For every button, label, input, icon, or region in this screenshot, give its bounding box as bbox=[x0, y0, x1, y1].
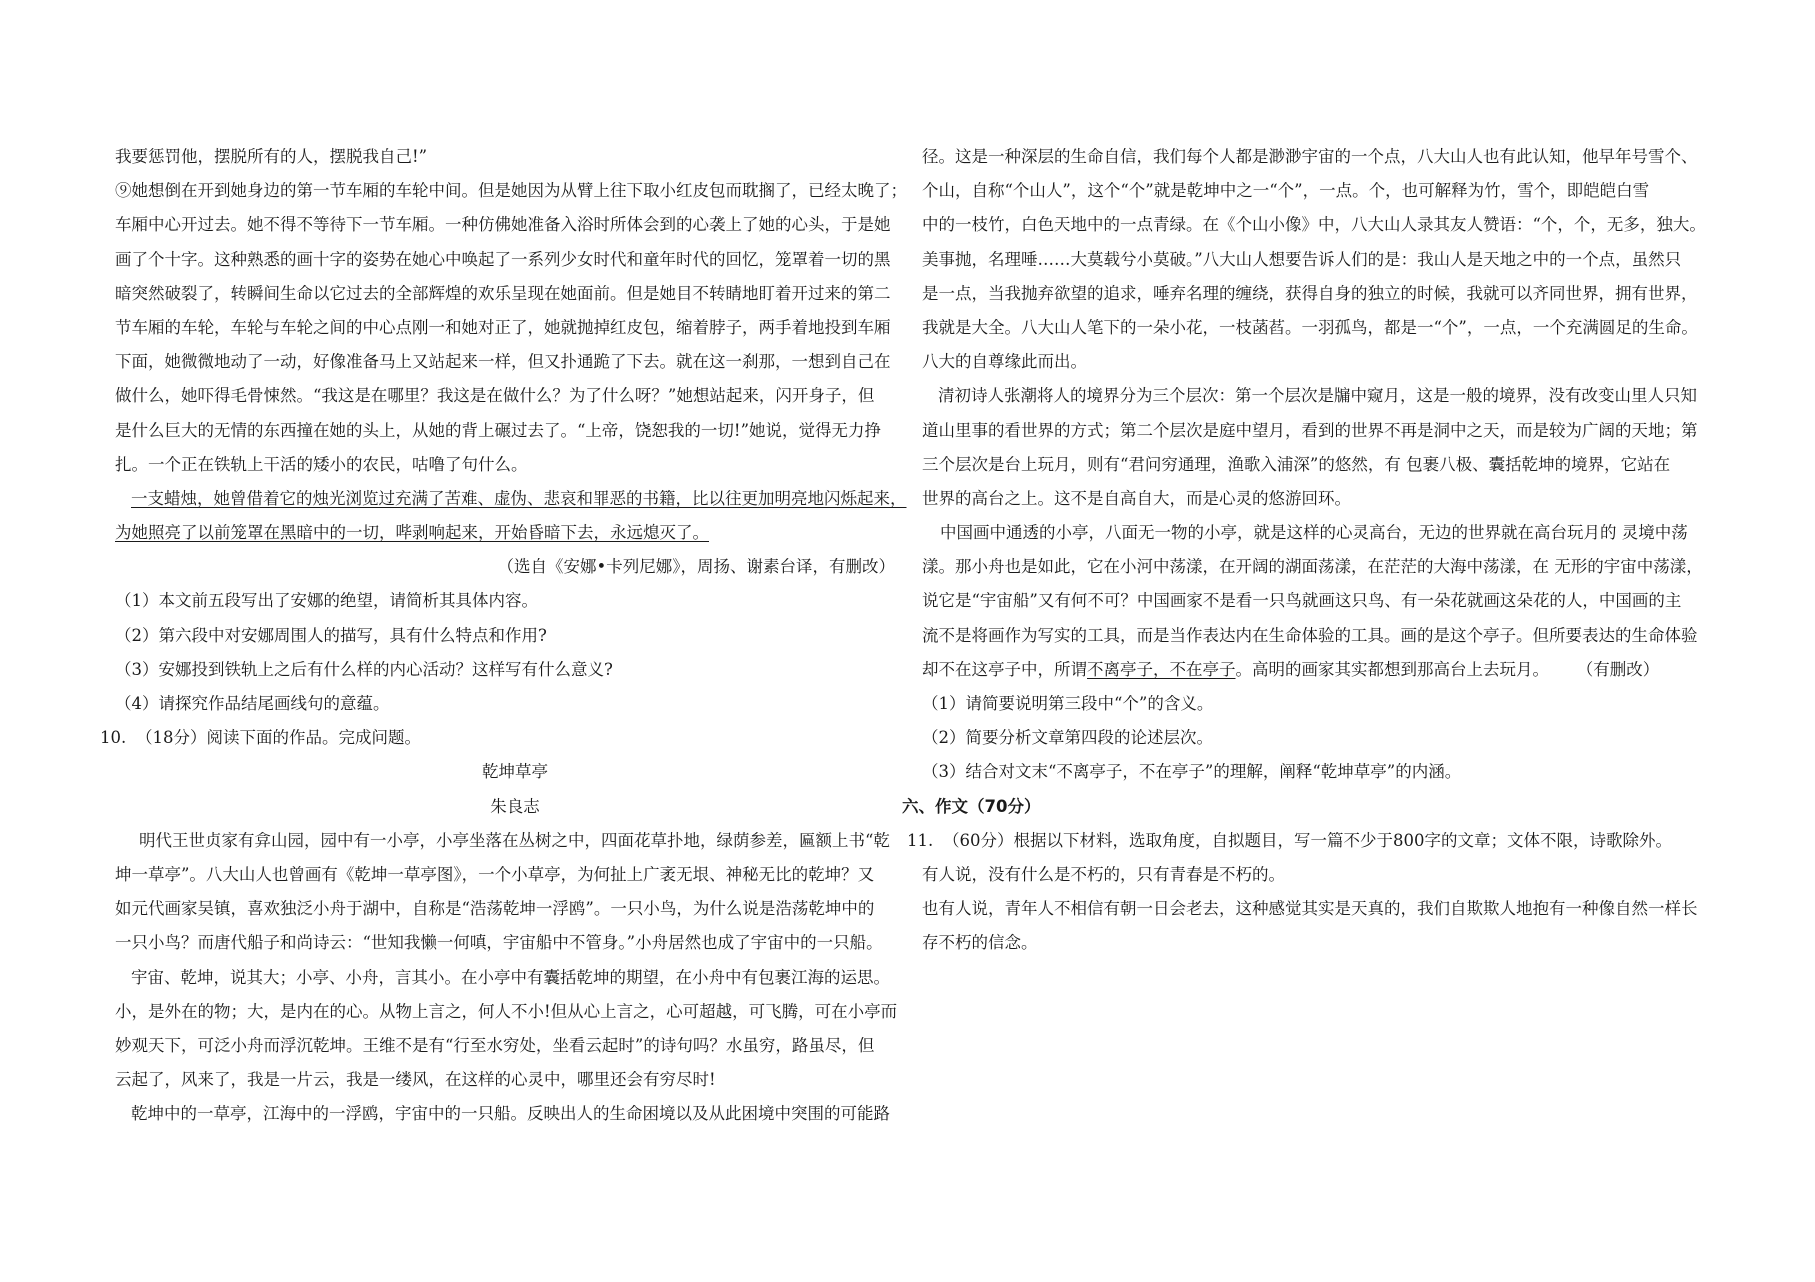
underlined-phrase: 不离亭子，不在亭子 bbox=[1087, 659, 1236, 679]
essay-line: 美事抛，名理唾……大莫载兮小莫破。”八大山人想要告诉人们的是：我山人是天地之中的一个点，虽然只 bbox=[922, 249, 1682, 269]
essay-line: 是一点，当我抛弃欲望的追求，唾弃名理的缠绕，获得自身的独立的时候，我就可以齐同世界，拥有世界， bbox=[922, 283, 1698, 303]
story-line: 我要惩罚他，摆脱所有的人，摆脱我自己!” bbox=[115, 147, 428, 166]
question-9-1: （1）本文前五段写出了安娜的绝望，请简析其具体内容。 bbox=[115, 591, 538, 611]
essay-line: 妙观天下，可泛小舟而浮沉乾坤。王维不是有“行至水穷处，坐看云起时”的诗句吗？水虽穷，路虽尽，但 bbox=[115, 1035, 875, 1055]
essay-line: 道山里事的看世界的方式；第二个层次是庭中望月，看到的世界不再是洞中之天，而是较为广阔的天地；第 bbox=[922, 420, 1698, 440]
section-heading: 六、作文（70分） bbox=[902, 796, 1041, 816]
essay-line: 中的一枝竹，白色天地中的一点青绿。在《个山小像》中，八大山人录其友人赞语：“个，个，无多，独大。 bbox=[922, 215, 1706, 235]
essay-line: 明代王世贞家有弇山园，园中有一小亭，小亭坐落在丛树之中，四面花草扑地，绿荫参差，匾额上书“乾 bbox=[139, 830, 890, 850]
essay-line: 如元代画家吴镇，喜欢独泛小舟于湖中，自称是“浩荡乾坤一浮鸥”。一只小鸟，为什么说是浩荡乾坤中的 bbox=[115, 899, 875, 919]
story-line: 做什么，她吓得毛骨悚然。“我这是在哪里？我这是在做什么？为了什么呀？”她想站起来，闪开身子，但 bbox=[115, 386, 875, 406]
question-9-4: （4）请探究作品结尾画线句的意蕴。 bbox=[115, 694, 390, 713]
essay-line: 漾。那小舟也是如此，它在小河中荡漾，在开阔的湖面荡漾，在茫茫的大海中荡漾，在 无形的宇宙中荡漾， bbox=[922, 557, 1703, 577]
question-9-2: （2）第六段中对安娜周围人的描写，具有什么特点和作用? bbox=[115, 625, 547, 645]
edit-note: （有删改） bbox=[1585, 659, 1660, 679]
question-10-2: （2）简要分析文章第四段的论述层次。 bbox=[922, 728, 1213, 748]
essay-line: 坤一草亭”。八大山人也曾画有《乾坤一草亭图》，一个小草亭，为何扯上广袤无垠、神秘无比的乾坤？又 bbox=[115, 864, 875, 884]
story-line: 画了个十字。这种熟悉的画十字的姿势在她心中唤起了一系列少女时代和童年时代的回忆，笼罩着一切的黑 bbox=[115, 249, 891, 269]
essay-author: 朱良志 bbox=[490, 796, 540, 816]
right-column bbox=[902, 140, 1722, 961]
essay-line: 乾坤中的一草亭，江海中的一浮鸥，宇宙中的一只船。反映出人的生命困境以及从此困境中突围的可能路 bbox=[131, 1104, 890, 1124]
last-line-text: 。高明的画家其实都想到那高台上去玩月。 bbox=[1235, 659, 1549, 679]
story-line: 下面，她微微地动了一动，好像准备马上又站起来一样，但又扑通跪了下去。就在这一刹那，一想到自己在 bbox=[115, 352, 891, 372]
essay-line: 清初诗人张潮将人的境界分为三个层次：第一个层次是牖中窥月，这是一般的境界，没有改变山里人只知 bbox=[938, 386, 1697, 406]
essay-last-line bbox=[922, 653, 1722, 687]
essay-line: 流不是将画作为写实的工具，而是当作表达内在生命体验的工具。画的是这个亭子。但所要表达的生命体验 bbox=[922, 625, 1698, 645]
essay-line: 世界的高台之上。这不是自高自大，而是心灵的悠游回环。 bbox=[922, 488, 1351, 508]
question-text: （18分）阅读下面的作品。完成问题。 bbox=[136, 728, 421, 748]
last-line-text: 却不在这亭子中，所谓 bbox=[922, 659, 1087, 679]
material-line: 也有人说，青年人不相信有朝一日会老去，这种感觉其实是天真的，我们自欺欺人地抱有一种像自然一样长 bbox=[922, 899, 1698, 919]
essay-line: 八大的自尊缘此而出。 bbox=[922, 352, 1087, 372]
material-line: 有人说，没有什么是不朽的，只有青春是不朽的。 bbox=[922, 864, 1285, 884]
left-column bbox=[100, 140, 915, 1131]
essay-line: 中国画中通透的小亭，八面无一物的小亭，就是这样的心灵高台，无边的世界就在高台玩月的 灵境中荡 bbox=[940, 523, 1688, 543]
essay-line: 我就是大全。八大山人笔下的一朵小花，一枝菡萏。一羽孤鸟，都是一“个”，一点，一个充满圆足的生命。 bbox=[922, 317, 1698, 337]
question-10-heading bbox=[100, 721, 915, 755]
story-line: 暗突然破裂了，转瞬间生命以它过去的全部辉煌的欢乐呈现在她面前。但是她目不转睛地盯着开过来的第二 bbox=[115, 283, 891, 303]
question-10-3: （3）结合对文末“不离亭子，不在亭子”的理解，阐释“乾坤草亭”的内涵。 bbox=[922, 762, 1462, 782]
essay-title: 乾坤草亭 bbox=[482, 762, 548, 782]
essay-line: 个山，自称“个山人”，这个“个”就是乾坤中之一“个”，一点。个，也可解释为竹，雪个，即皑皑白雪 bbox=[922, 181, 1650, 201]
essay-line: 小，是外在的物；大，是内在的心。从物上言之，何人不小!但从心上言之，心可超越，可飞腾，可在小亭而 bbox=[115, 1001, 898, 1021]
question-number: 10. bbox=[100, 728, 127, 748]
question-11-heading bbox=[907, 824, 1722, 858]
story-line: 是什么巨大的无情的东西撞在她的头上，从她的背上碾过去了。“上帝，饶恕我的一切!”她说，觉得无力挣 bbox=[115, 420, 882, 440]
essay-line: 云起了，风来了，我是一片云，我是一缕风，在这样的心灵中，哪里还会有穷尽时! bbox=[115, 1070, 716, 1090]
essay-line: 一只小鸟？而唐代船子和尚诗云：“世知我懒一何嗔，宇宙船中不管身。”小舟居然也成了宇宙中的一只船。 bbox=[115, 933, 883, 953]
essay-line: 三个层次是台上玩月，则有“君问穷通理，渔歌入浦深”的悠然，有 包裹八极、囊括乾坤的境界，它站在 bbox=[922, 454, 1671, 474]
question-text: （60分）根据以下材料，选取角度，自拟题目，写一篇不少于800字的文章；文体不限，诗歌除外。 bbox=[943, 830, 1672, 850]
material-line: 存不朽的信念。 bbox=[922, 933, 1038, 953]
story-line: 扎。一个正在铁轨上干活的矮小的农民，咕噜了句什么。 bbox=[115, 454, 528, 474]
question-number: 11. bbox=[907, 830, 934, 850]
underlined-ending-line: 一支蜡烛，她曾借着它的烛光浏览过充满了苦难、虚伪、悲哀和罪恶的书籍，比以往更加明亮地闪烁起来， bbox=[131, 488, 907, 508]
story-paragraph-9: ⑨她想倒在开到她身边的第一节车厢的车轮中间。但是她因为从臂上往下取小红皮包而耽搁了，已经太晚了； bbox=[115, 181, 907, 201]
essay-line: 径。这是一种深层的生命自信，我们每个人都是渺渺宇宙的一个点，八大山人也有此认知，他早年号雪个、 bbox=[922, 147, 1698, 166]
question-9-3: （3）安娜投到铁轨上之后有什么样的内心活动？这样写有什么意义? bbox=[115, 659, 613, 679]
essay-line: 说它是“宇宙船”又有何不可？中国画家不是看一只鸟就画这只鸟、有一朵花就画这朵花的人，中国画的主 bbox=[922, 591, 1682, 611]
question-10-1: （1）请简要说明第三段中“个”的含义。 bbox=[922, 694, 1214, 713]
source-citation: （选自《安娜•卡列尼娜》，周扬、谢素台译，有删改） bbox=[497, 557, 895, 577]
story-line: 节车厢的车轮，车轮与车轮之间的中心点刚一和她对正了，她就抛掉红皮包，缩着脖子，两手着地投到车厢 bbox=[115, 317, 891, 337]
underlined-ending-line: 为她照亮了以前笼罩在黑暗中的一切，哔剥响起来，开始昏暗下去，永远熄灭了。 bbox=[115, 523, 709, 543]
story-line: 车厢中心开过去。她不得不等待下一节车厢。一种仿佛她准备入浴时所体会到的心袭上了她的心头，于是她 bbox=[115, 215, 891, 235]
essay-line: 宇宙、乾坤，说其大；小亭、小舟，言其小。在小亭中有囊括乾坤的期望，在小舟中有包裹江海的运思。 bbox=[131, 967, 890, 987]
